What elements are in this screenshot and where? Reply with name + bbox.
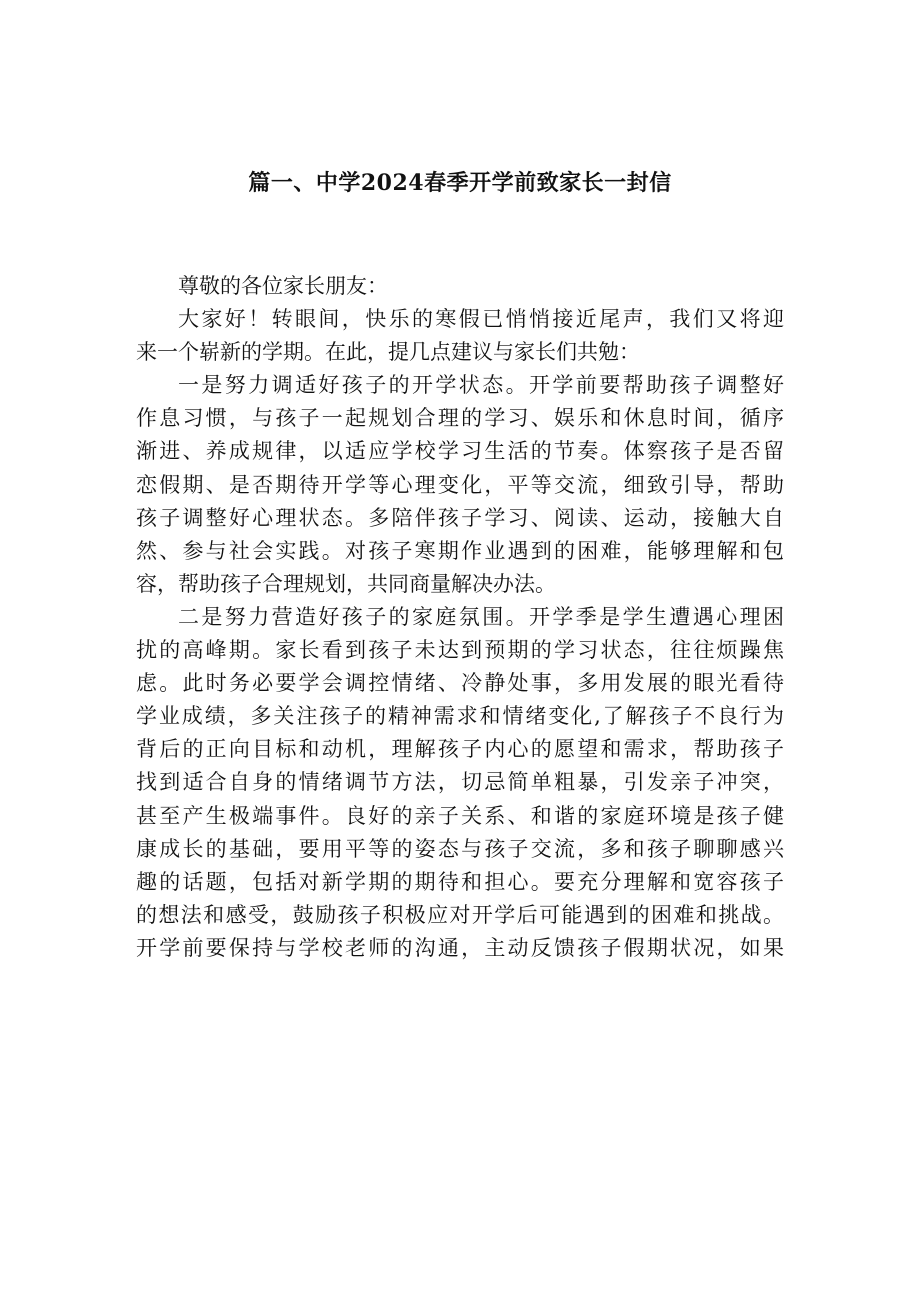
paragraph-3-line-2: 扰的高峰期。家长看到孩子未达到预期的学习状态，往往烦躁焦 (136, 638, 784, 663)
paragraph-3-line-3: 虑。此时务必要学会调控情绪、冷静处事，多用发展的眼光看待 (136, 671, 784, 696)
paragraph-3-line-1: 二是努力营造好孩子的家庭氛围。开学季是学生遭遇心理困 (178, 604, 784, 629)
paragraph-1-line-1: 大家好！转眼间，快乐的寒假已悄悄接近尾声，我们又将迎 (178, 307, 784, 332)
paragraph-1-line-2: 来一个崭新的学期。在此，提几点建议与家长们共勉： (136, 340, 640, 365)
paragraph-3-line-5: 背后的正向目标和动机，理解孩子内心的愿望和需求，帮助孩子 (136, 737, 784, 762)
document-title: 篇一、中学2024春季开学前致家长一封信 (248, 170, 672, 196)
salutation-line: 尊敬的各位家长朋友： (178, 274, 388, 298)
paragraph-2-line-5: 孩子调整好心理状态。多陪伴孩子学习、阅读、运动，接触大自 (136, 505, 784, 530)
paragraph-3-line-9: 趣的话题，包括对新学期的期待和担心。要充分理解和宽容孩子 (136, 869, 784, 894)
paragraph-2-line-1: 一是努力调适好孩子的开学状态。开学前要帮助孩子调整好 (178, 373, 784, 398)
paragraph-2-line-6: 然、参与社会实践。对孩子寒期作业遇到的困难，能够理解和包 (136, 538, 784, 563)
paragraph-2-line-2: 作息习惯，与孩子一起规划合理的学习、娱乐和休息时间，循序 (136, 406, 784, 431)
letter-body (136, 270, 784, 965)
paragraph-2-line-3: 渐进、养成规律，以适应学校学习生活的节奏。体察孩子是否留 (136, 439, 784, 464)
paragraph-2-line-7: 容，帮助孩子合理规划，共同商量解决办法。 (136, 571, 556, 596)
paragraph-3-line-10: 的想法和感受，鼓励孩子积极应对开学后可能遇到的困难和挑战。 (136, 902, 784, 927)
paragraph-3-line-11: 开学前要保持与学校老师的沟通，主动反馈孩子假期状况，如果 (136, 935, 784, 960)
paragraph-3-line-8: 康成长的基础，要用平等的姿态与孩子交流，多和孩子聊聊感兴 (136, 836, 784, 861)
paragraph-2-line-4: 恋假期、是否期待开学等心理变化，平等交流，细致引导，帮助 (136, 472, 784, 497)
paragraph-3-line-4: 学业成绩，多关注孩子的精神需求和情绪变化,了解孩子不良行为 (136, 704, 784, 729)
paragraph-3-line-6: 找到适合自身的情绪调节方法，切忌简单粗暴，引发亲子冲突， (136, 770, 784, 795)
paragraph-3-line-7: 甚至产生极端事件。良好的亲子关系、和谐的家庭环境是孩子健 (136, 803, 784, 828)
